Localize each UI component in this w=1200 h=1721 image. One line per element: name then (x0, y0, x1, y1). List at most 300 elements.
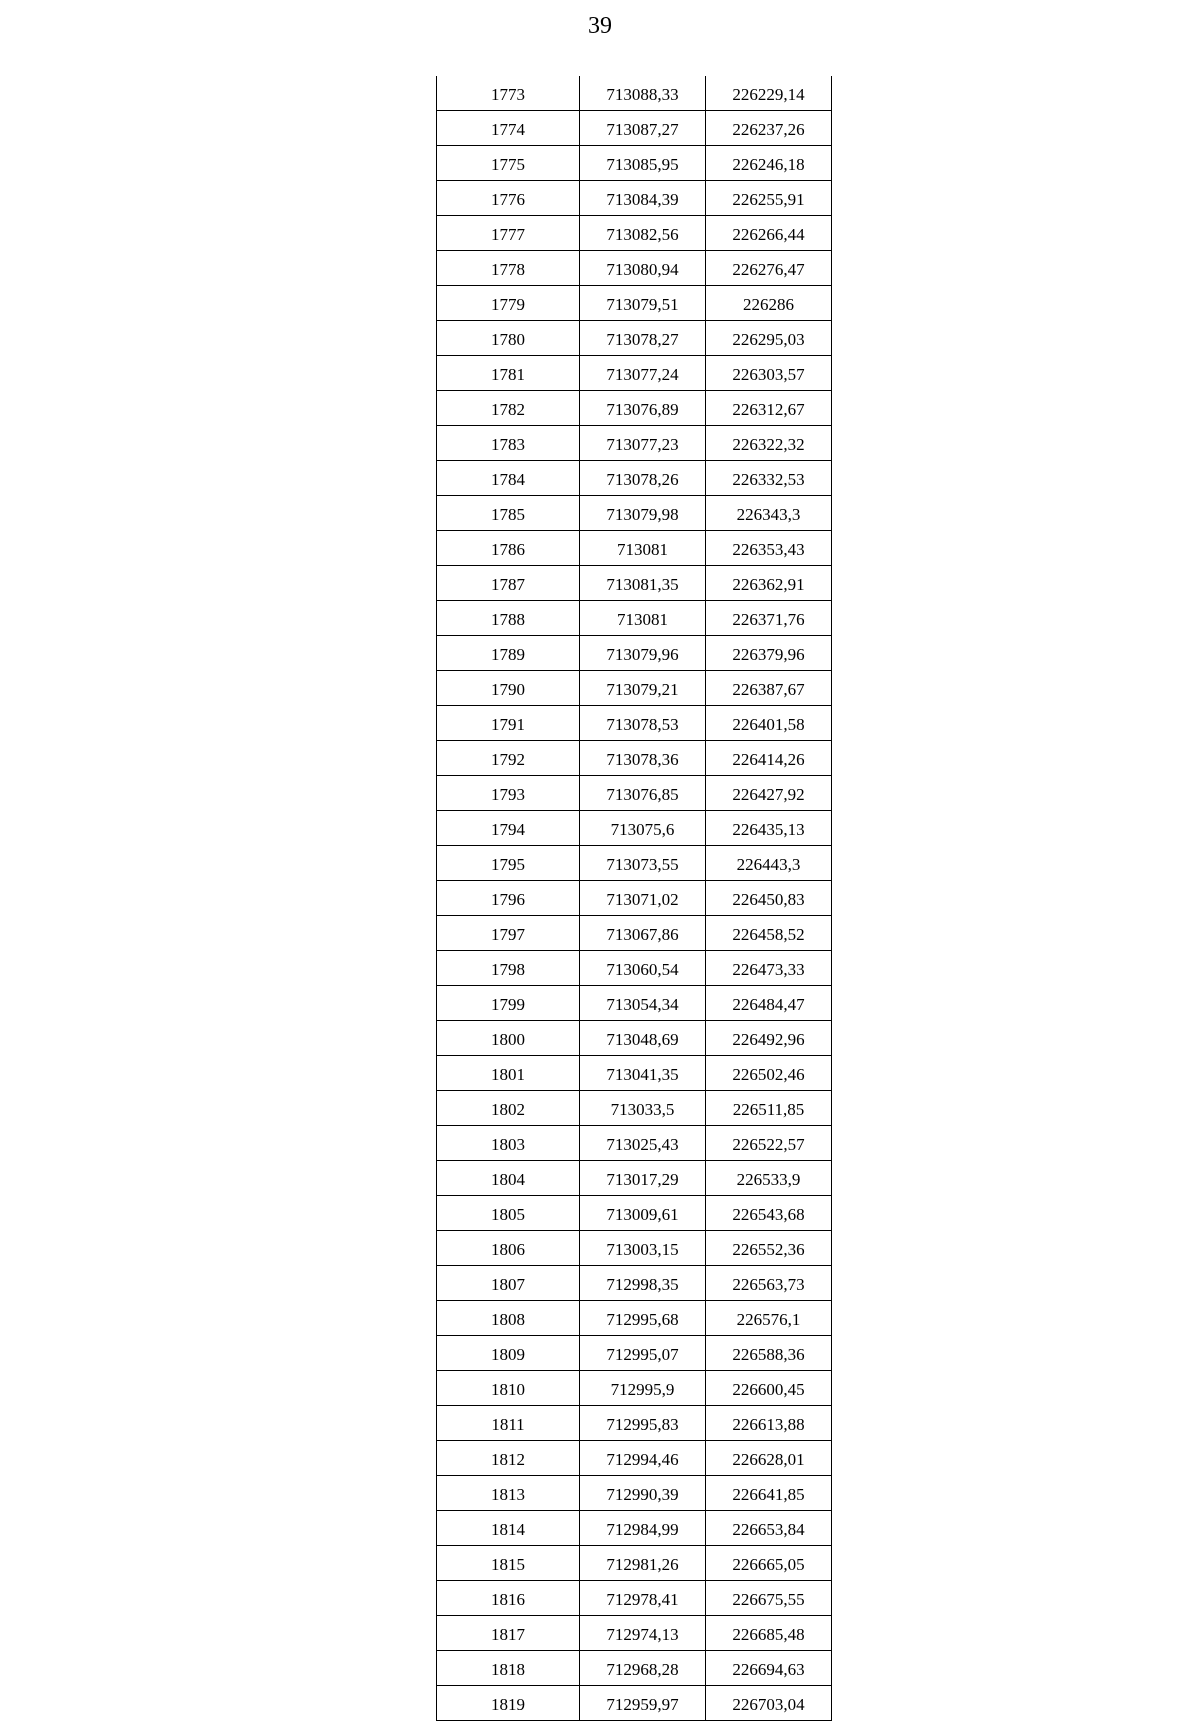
point-number-cell (437, 1301, 580, 1336)
y-coordinate-cell (706, 496, 832, 531)
x-coordinate-cell (580, 1371, 706, 1406)
cell-text: 1818 (491, 1660, 525, 1679)
cell-text: 1798 (491, 960, 525, 979)
y-coordinate-cell (706, 916, 832, 951)
cell-text: 226401,58 (732, 715, 805, 734)
point-number-cell (437, 1651, 580, 1686)
y-coordinate-cell (706, 566, 832, 601)
cell-text: 226371,76 (732, 610, 805, 629)
x-coordinate-cell (580, 216, 706, 251)
table-row (437, 916, 832, 951)
y-coordinate-cell (706, 1476, 832, 1511)
x-coordinate-cell (580, 111, 706, 146)
point-number-cell (437, 1196, 580, 1231)
x-coordinate-cell (580, 1546, 706, 1581)
cell-text: 713067,86 (606, 925, 679, 944)
point-number-cell (437, 426, 580, 461)
y-coordinate-cell (706, 986, 832, 1021)
cell-text: 1807 (491, 1275, 525, 1294)
y-coordinate-cell (706, 1511, 832, 1546)
point-number-cell (437, 111, 580, 146)
cell-text: 1774 (491, 120, 525, 139)
x-coordinate-cell (580, 1231, 706, 1266)
cell-text: 713081,35 (606, 575, 679, 594)
cell-text: 226543,68 (732, 1205, 805, 1224)
x-coordinate-cell (580, 1196, 706, 1231)
x-coordinate-cell (580, 1336, 706, 1371)
table-row (437, 1336, 832, 1371)
cell-text: 226694,63 (732, 1660, 805, 1679)
y-coordinate-cell (706, 1581, 832, 1616)
cell-text: 226703,04 (732, 1695, 805, 1714)
point-number-cell (437, 1406, 580, 1441)
point-number-cell (437, 811, 580, 846)
table-row (437, 1546, 832, 1581)
y-coordinate-cell (706, 811, 832, 846)
table-row (437, 1406, 832, 1441)
point-number-cell (437, 951, 580, 986)
cell-text: 1811 (491, 1415, 525, 1434)
page-number: 39 (588, 13, 612, 39)
cell-text: 226685,48 (732, 1625, 805, 1644)
x-coordinate-cell (580, 811, 706, 846)
cell-text: 1817 (491, 1625, 525, 1644)
table-row (437, 1231, 832, 1266)
cell-text: 226576,1 (736, 1310, 801, 1329)
cell-text: 226343,3 (736, 505, 801, 524)
table-row (437, 1301, 832, 1336)
table-row (437, 776, 832, 811)
cell-text: 1775 (491, 155, 525, 174)
y-coordinate-cell (706, 391, 832, 426)
y-coordinate-cell (706, 216, 832, 251)
cell-text: 713078,53 (606, 715, 679, 734)
cell-text: 226492,96 (732, 1030, 805, 1049)
cell-text: 713081 (617, 610, 668, 629)
x-coordinate-cell (580, 1476, 706, 1511)
x-coordinate-cell (580, 636, 706, 671)
cell-text: 226653,84 (732, 1520, 805, 1539)
cell-text: 1800 (491, 1030, 525, 1049)
cell-text: 1795 (491, 855, 525, 874)
y-coordinate-cell (706, 1301, 832, 1336)
table-row (437, 1581, 832, 1616)
cell-text: 226628,01 (732, 1450, 805, 1469)
cell-text: 1792 (491, 750, 525, 769)
point-number-cell (437, 1231, 580, 1266)
cell-text: 226522,57 (732, 1135, 805, 1154)
cell-text: 1779 (491, 295, 525, 314)
cell-text: 713071,02 (606, 890, 679, 909)
y-coordinate-cell (706, 321, 832, 356)
cell-text: 1816 (491, 1590, 525, 1609)
cell-text: 1793 (491, 785, 525, 804)
point-number-cell (437, 846, 580, 881)
y-coordinate-cell (706, 1161, 832, 1196)
cell-text: 713003,15 (606, 1240, 679, 1259)
x-coordinate-cell (580, 1056, 706, 1091)
cell-text: 1799 (491, 995, 525, 1014)
cell-text: 1786 (491, 540, 525, 559)
y-coordinate-cell (706, 356, 832, 391)
table-row (437, 461, 832, 496)
x-coordinate-cell (580, 916, 706, 951)
table-row (437, 846, 832, 881)
cell-text: 713078,26 (606, 470, 679, 489)
point-number-cell (437, 1546, 580, 1581)
cell-text: 1809 (491, 1345, 525, 1364)
cell-text: 226427,92 (732, 785, 805, 804)
x-coordinate-cell (580, 76, 706, 111)
cell-text: 1785 (491, 505, 525, 524)
x-coordinate-cell (580, 1021, 706, 1056)
cell-text: 226613,88 (732, 1415, 805, 1434)
cell-text: 226473,33 (732, 960, 805, 979)
x-coordinate-cell (580, 671, 706, 706)
cell-text: 713079,21 (606, 680, 679, 699)
table-row (437, 531, 832, 566)
point-number-cell (437, 286, 580, 321)
point-number-cell (437, 1336, 580, 1371)
cell-text: 1784 (491, 470, 525, 489)
cell-text: 1777 (491, 225, 525, 244)
x-coordinate-cell (580, 1301, 706, 1336)
cell-text: 1776 (491, 190, 525, 209)
x-coordinate-cell (580, 1581, 706, 1616)
point-number-cell (437, 706, 580, 741)
x-coordinate-cell (580, 1686, 706, 1721)
y-coordinate-cell (706, 1686, 832, 1721)
cell-text: 1781 (491, 365, 525, 384)
table-row (437, 1686, 832, 1721)
point-number-cell (437, 461, 580, 496)
y-coordinate-cell (706, 846, 832, 881)
cell-text: 712995,83 (606, 1415, 679, 1434)
table-row (437, 286, 832, 321)
cell-text: 713087,27 (606, 120, 679, 139)
point-number-cell (437, 1371, 580, 1406)
cell-text: 712995,07 (606, 1345, 679, 1364)
cell-text: 226588,36 (732, 1345, 805, 1364)
y-coordinate-cell (706, 1266, 832, 1301)
cell-text: 226229,14 (732, 85, 805, 104)
table-row (437, 1511, 832, 1546)
cell-text: 226641,85 (732, 1485, 805, 1504)
x-coordinate-cell (580, 776, 706, 811)
cell-text: 1787 (491, 575, 525, 594)
y-coordinate-cell (706, 636, 832, 671)
coordinates-table (436, 76, 832, 1721)
cell-text: 1819 (491, 1695, 525, 1714)
table-row (437, 1021, 832, 1056)
cell-text: 1810 (491, 1380, 525, 1399)
cell-text: 226255,91 (732, 190, 805, 209)
y-coordinate-cell (706, 951, 832, 986)
table-row (437, 1091, 832, 1126)
table-row (437, 1266, 832, 1301)
table-row (437, 671, 832, 706)
cell-text: 713078,36 (606, 750, 679, 769)
cell-text: 713085,95 (606, 155, 679, 174)
cell-text: 226450,83 (732, 890, 805, 909)
table-row (437, 356, 832, 391)
table-row (437, 1161, 832, 1196)
point-number-cell (437, 1021, 580, 1056)
cell-text: 1794 (491, 820, 525, 839)
cell-text: 226675,55 (732, 1590, 805, 1609)
cell-text: 1813 (491, 1485, 525, 1504)
cell-text: 1806 (491, 1240, 525, 1259)
table-row (437, 566, 832, 601)
y-coordinate-cell (706, 1056, 832, 1091)
table-row (437, 391, 832, 426)
point-number-cell (437, 636, 580, 671)
point-number-cell (437, 601, 580, 636)
point-number-cell (437, 251, 580, 286)
y-coordinate-cell (706, 76, 832, 111)
table-row (437, 426, 832, 461)
cell-text: 713084,39 (606, 190, 679, 209)
cell-text: 712968,28 (606, 1660, 679, 1679)
table-row (437, 146, 832, 181)
y-coordinate-cell (706, 1406, 832, 1441)
point-number-cell (437, 1091, 580, 1126)
cell-text: 226362,91 (732, 575, 805, 594)
cell-text: 1808 (491, 1310, 525, 1329)
cell-text: 226484,47 (732, 995, 805, 1014)
cell-text: 713073,55 (606, 855, 679, 874)
cell-text: 226303,57 (732, 365, 805, 384)
cell-text: 226502,46 (732, 1065, 805, 1084)
table-row (437, 636, 832, 671)
y-coordinate-cell (706, 1546, 832, 1581)
point-number-cell (437, 76, 580, 111)
cell-text: 226563,73 (732, 1275, 805, 1294)
point-number-cell (437, 181, 580, 216)
x-coordinate-cell (580, 1651, 706, 1686)
cell-text: 226435,13 (732, 820, 805, 839)
y-coordinate-cell (706, 601, 832, 636)
cell-text: 226332,53 (732, 470, 805, 489)
y-coordinate-cell (706, 181, 832, 216)
y-coordinate-cell (706, 146, 832, 181)
x-coordinate-cell (580, 1266, 706, 1301)
cell-text: 1804 (491, 1170, 525, 1189)
cell-text: 226266,44 (732, 225, 805, 244)
cell-text: 226458,52 (732, 925, 805, 944)
cell-text: 713079,96 (606, 645, 679, 664)
cell-text: 1790 (491, 680, 525, 699)
table-row (437, 496, 832, 531)
cell-text: 712974,13 (606, 1625, 679, 1644)
point-number-cell (437, 1616, 580, 1651)
cell-text: 1802 (491, 1100, 525, 1119)
table-row (437, 741, 832, 776)
cell-text: 712994,46 (606, 1450, 679, 1469)
table-row (437, 1476, 832, 1511)
cell-text: 226511,85 (732, 1100, 805, 1119)
y-coordinate-cell (706, 1441, 832, 1476)
y-coordinate-cell (706, 461, 832, 496)
point-number-cell (437, 496, 580, 531)
cell-text: 713041,35 (606, 1065, 679, 1084)
table-row (437, 706, 832, 741)
y-coordinate-cell (706, 706, 832, 741)
table-row (437, 811, 832, 846)
cell-text: 226246,18 (732, 155, 805, 174)
cell-text: 713048,69 (606, 1030, 679, 1049)
cell-text: 226414,26 (732, 750, 805, 769)
y-coordinate-cell (706, 1021, 832, 1056)
table-row (437, 76, 832, 111)
point-number-cell (437, 916, 580, 951)
cell-text: 1789 (491, 645, 525, 664)
x-coordinate-cell (580, 391, 706, 426)
point-number-cell (437, 566, 580, 601)
cell-text: 713077,23 (606, 435, 679, 454)
cell-text: 1796 (491, 890, 525, 909)
cell-text: 712990,39 (606, 1485, 679, 1504)
cell-text: 226533,9 (736, 1170, 801, 1189)
cell-text: 713077,24 (606, 365, 679, 384)
point-number-cell (437, 1511, 580, 1546)
y-coordinate-cell (706, 776, 832, 811)
table-row (437, 1441, 832, 1476)
x-coordinate-cell (580, 531, 706, 566)
point-number-cell (437, 216, 580, 251)
cell-text: 1783 (491, 435, 525, 454)
table-row (437, 1126, 832, 1161)
cell-text: 1801 (491, 1065, 525, 1084)
cell-text: 226600,45 (732, 1380, 805, 1399)
y-coordinate-cell (706, 1091, 832, 1126)
x-coordinate-cell (580, 1161, 706, 1196)
x-coordinate-cell (580, 846, 706, 881)
y-coordinate-cell (706, 1126, 832, 1161)
x-coordinate-cell (580, 286, 706, 321)
x-coordinate-cell (580, 1511, 706, 1546)
cell-text: 713076,89 (606, 400, 679, 419)
x-coordinate-cell (580, 426, 706, 461)
cell-text: 713075,6 (610, 820, 675, 839)
x-coordinate-cell (580, 1616, 706, 1651)
cell-text: 226353,43 (732, 540, 805, 559)
cell-text: 226387,67 (732, 680, 805, 699)
table-row (437, 881, 832, 916)
x-coordinate-cell (580, 461, 706, 496)
point-number-cell (437, 1126, 580, 1161)
table-row (437, 951, 832, 986)
cell-text: 713079,98 (606, 505, 679, 524)
cell-text: 712981,26 (606, 1555, 679, 1574)
y-coordinate-cell (706, 1336, 832, 1371)
cell-text: 712995,68 (606, 1310, 679, 1329)
x-coordinate-cell (580, 496, 706, 531)
point-number-cell (437, 1266, 580, 1301)
point-number-cell (437, 1476, 580, 1511)
point-number-cell (437, 881, 580, 916)
point-number-cell (437, 1581, 580, 1616)
cell-text: 1815 (491, 1555, 525, 1574)
cell-text: 713054,34 (606, 995, 679, 1014)
point-number-cell (437, 741, 580, 776)
y-coordinate-cell (706, 286, 832, 321)
cell-text: 1778 (491, 260, 525, 279)
cell-text: 712959,97 (606, 1695, 679, 1714)
cell-text: 1797 (491, 925, 525, 944)
cell-text: 713088,33 (606, 85, 679, 104)
table-row (437, 111, 832, 146)
x-coordinate-cell (580, 601, 706, 636)
point-number-cell (437, 986, 580, 1021)
y-coordinate-cell (706, 531, 832, 566)
x-coordinate-cell (580, 951, 706, 986)
cell-text: 1780 (491, 330, 525, 349)
y-coordinate-cell (706, 1616, 832, 1651)
point-number-cell (437, 776, 580, 811)
point-number-cell (437, 1441, 580, 1476)
point-number-cell (437, 356, 580, 391)
x-coordinate-cell (580, 356, 706, 391)
cell-text: 1782 (491, 400, 525, 419)
x-coordinate-cell (580, 181, 706, 216)
point-number-cell (437, 531, 580, 566)
table-row (437, 321, 832, 356)
cell-text: 713079,51 (606, 295, 679, 314)
cell-text: 226443,3 (736, 855, 801, 874)
cell-text: 712984,99 (606, 1520, 679, 1539)
y-coordinate-cell (706, 741, 832, 776)
cell-text: 713025,43 (606, 1135, 679, 1154)
cell-text: 226295,03 (732, 330, 805, 349)
cell-text: 713009,61 (606, 1205, 679, 1224)
y-coordinate-cell (706, 881, 832, 916)
cell-text: 1812 (491, 1450, 525, 1469)
cell-text: 1773 (491, 85, 525, 104)
cell-text: 226286 (743, 295, 794, 314)
y-coordinate-cell (706, 1231, 832, 1266)
x-coordinate-cell (580, 251, 706, 286)
x-coordinate-cell (580, 566, 706, 601)
cell-text: 713033,5 (610, 1100, 675, 1119)
table-row (437, 1616, 832, 1651)
cell-text: 712995,9 (610, 1380, 675, 1399)
cell-text: 1803 (491, 1135, 525, 1154)
x-coordinate-cell (580, 321, 706, 356)
table-row (437, 1056, 832, 1091)
table-row (437, 1651, 832, 1686)
point-number-cell (437, 1056, 580, 1091)
cell-text: 713082,56 (606, 225, 679, 244)
point-number-cell (437, 391, 580, 426)
table-row (437, 216, 832, 251)
x-coordinate-cell (580, 146, 706, 181)
cell-text: 713080,94 (606, 260, 679, 279)
cell-text: 713076,85 (606, 785, 679, 804)
cell-text: 226665,05 (732, 1555, 805, 1574)
x-coordinate-cell (580, 1406, 706, 1441)
y-coordinate-cell (706, 1196, 832, 1231)
cell-text: 713017,29 (606, 1170, 679, 1189)
point-number-cell (437, 1686, 580, 1721)
table-row (437, 181, 832, 216)
table-row (437, 986, 832, 1021)
x-coordinate-cell (580, 986, 706, 1021)
cell-text: 1805 (491, 1205, 525, 1224)
point-number-cell (437, 1161, 580, 1196)
point-number-cell (437, 321, 580, 356)
cell-text: 1791 (491, 715, 525, 734)
